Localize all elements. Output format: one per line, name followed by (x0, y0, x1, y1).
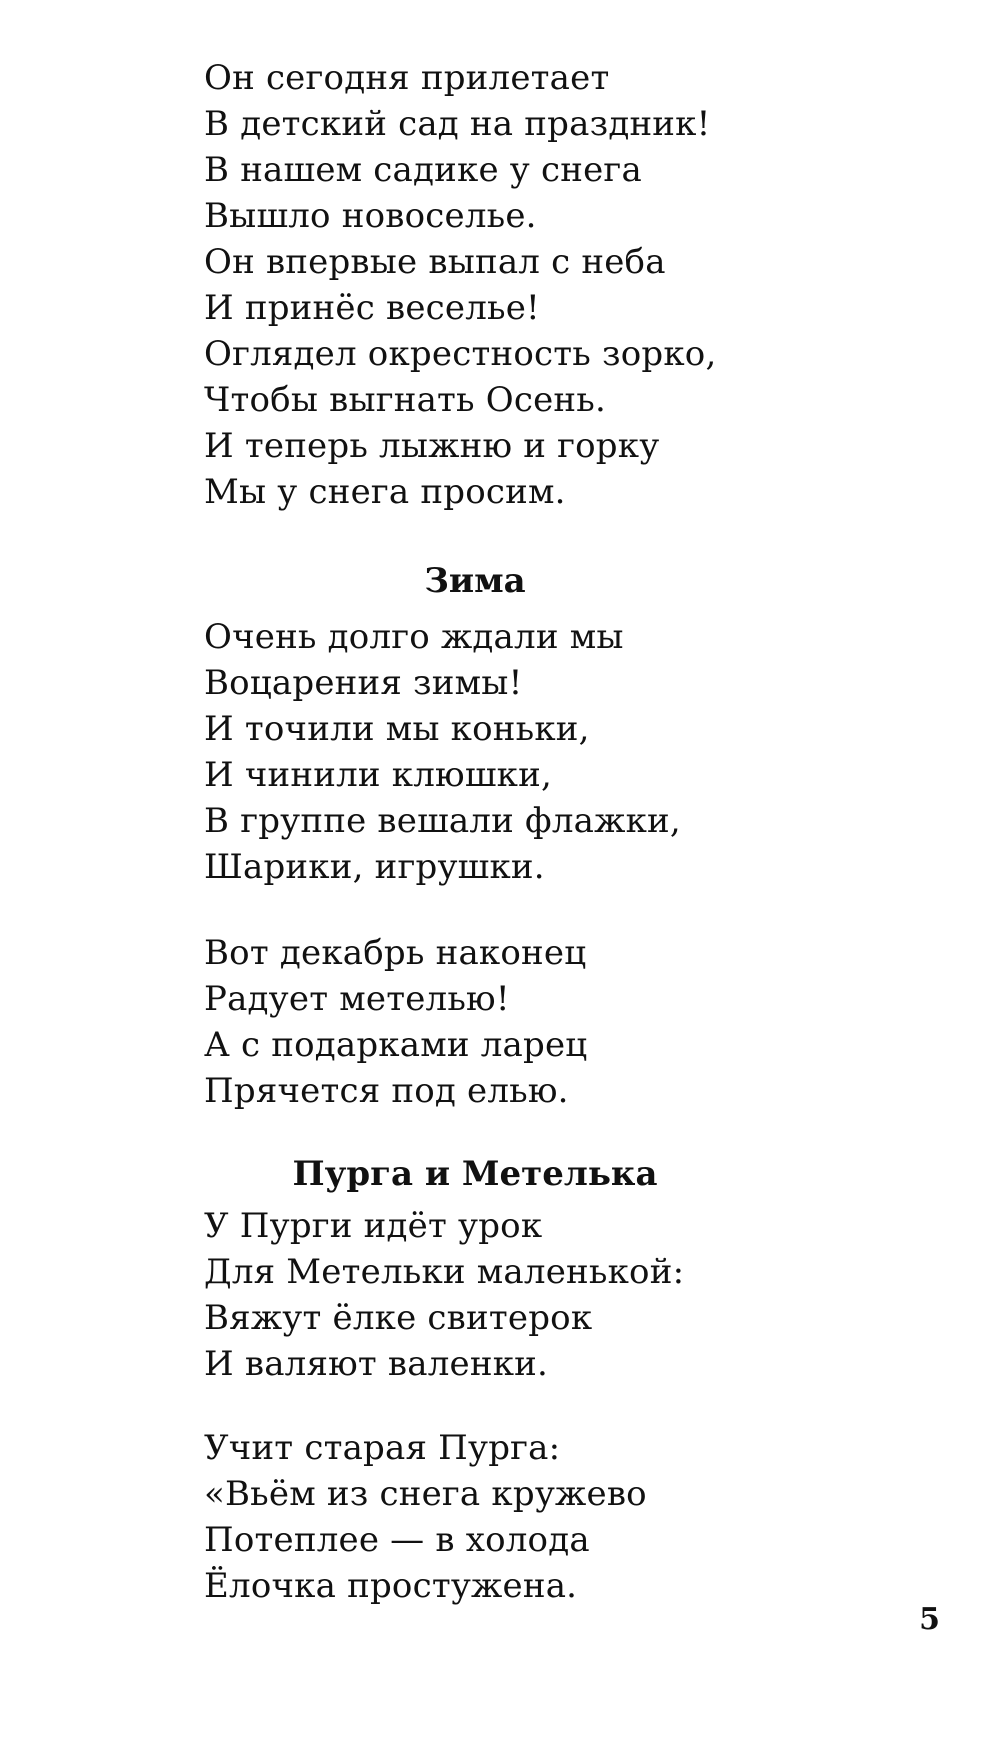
verse-line: Он сегодня прилетает (204, 58, 610, 98)
poem-2-stanza-2 (204, 930, 824, 1114)
verse-line: Потеплее — в холода (204, 1520, 590, 1560)
verse-line: Он впервые выпал с неба (204, 242, 666, 282)
verse-line: И чинили клюшки, (204, 755, 552, 795)
verse-line: Вяжут ёлке свитерок (204, 1298, 593, 1338)
poem-3-stanza-1 (204, 1203, 824, 1387)
verse-line: Очень долго ждали мы (204, 617, 624, 657)
poem-title: Пурга и Метелька (292, 1154, 658, 1194)
verse-line: И точили мы коньки, (204, 709, 590, 749)
verse-line: И принёс веселье! (204, 288, 540, 328)
verse-line: Мы у снега просим. (204, 472, 566, 512)
poem-1-stanza-1 (204, 55, 824, 515)
verse-line: У Пурги идёт урок (204, 1206, 543, 1246)
verse-line: Учит старая Пурга: (204, 1428, 561, 1468)
verse-line: Для Метельки маленькой: (204, 1252, 685, 1292)
verse-line: А с подарками ларец (204, 1025, 588, 1065)
verse-line: И теперь лыжню и горку (204, 426, 660, 466)
verse-line: В группе вешали флажки, (204, 801, 681, 841)
verse-line: И валяют валенки. (204, 1344, 549, 1384)
verse-line: Воцарения зимы! (204, 663, 523, 703)
verse-line: Радует метелью! (204, 979, 510, 1019)
page-number: 5 (919, 1602, 940, 1637)
poem-2-stanza-1 (204, 614, 824, 890)
verse-line: Вышло новоселье. (204, 196, 537, 236)
poem-title: Зима (424, 561, 526, 601)
verse-line: Прячется под елью. (204, 1071, 569, 1111)
verse-line: В детский сад на праздник! (204, 104, 711, 144)
poem-3-stanza-2 (204, 1425, 824, 1609)
verse-line: Чтобы выгнать Осень. (204, 380, 606, 420)
verse-line: Ёлочка простужена. (204, 1566, 578, 1606)
verse-line: «Вьём из снега кружево (204, 1474, 647, 1514)
verse-line: Оглядел окрестность зорко, (204, 334, 717, 374)
verse-line: Шарики, игрушки. (204, 847, 545, 887)
verse-line: Вот декабрь наконец (204, 933, 587, 973)
verse-line: В нашем садике у снега (204, 150, 642, 190)
